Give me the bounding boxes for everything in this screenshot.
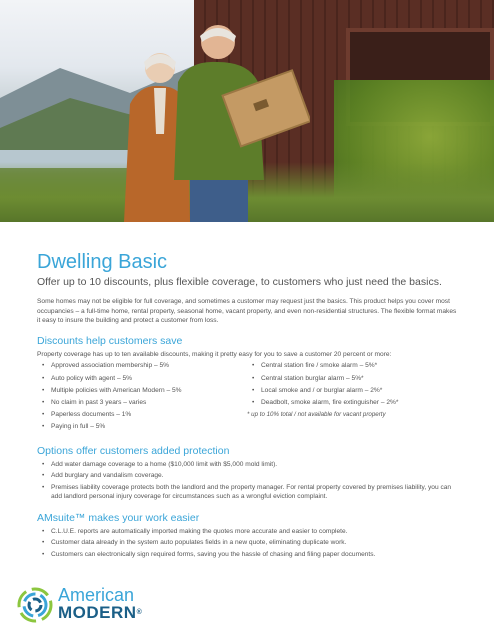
- american-modern-logo: [16, 586, 146, 624]
- main-content: [37, 250, 457, 562]
- page-subtitle: Offer up to 10 discounts, plus flexible coverage, to customers who just need the basics.: [37, 276, 442, 288]
- hero-photo: [0, 0, 494, 222]
- discounts-right-column: [247, 361, 457, 434]
- man-figure: [160, 20, 310, 222]
- list-item: • Premises liability coverage protects both the landlord and the property manager. For rental property covered by premises liability, you can add landlord personal injury coverage for circumstances such as a wrongful eviction complaint.: [37, 483, 457, 502]
- discounts-heading: Discounts help customers save: [37, 334, 183, 347]
- list-item: • Auto policy with agent – 5%: [37, 374, 247, 384]
- discounts-columns: [37, 361, 457, 434]
- page-title: Dwelling Basic: [37, 251, 168, 273]
- list-item: • Central station burglar alarm – 5%*: [247, 374, 457, 384]
- discounts-lead: Property coverage has up to ten available discounts, making it pretty easy for you to save a customer 20 percent or more:: [37, 350, 392, 358]
- list-item: • Multiple policies with American Modern – 5%: [37, 386, 247, 396]
- logo-line-1: American: [58, 585, 135, 605]
- options-heading: Options offer customers added protection: [37, 444, 230, 457]
- discounts-footnote: * up to 10% total / not available for vacant property: [247, 411, 386, 419]
- intro-paragraph: Some homes may not be eligible for full coverage, and sometimes a customer may request just the basics. This product helps you cover most occupancies – a full-time home, rental property, seasonal home, vacant property, and even non-residential structures. The flexible format makes it easy to insure the building and protect a customer from loss.: [37, 298, 457, 325]
- list-item: • C.L.U.E. reports are automatically imported making the quotes more accurate and easier to complete.: [37, 527, 457, 537]
- list-item: • Customer data already in the system auto populates fields in a new quote, eliminating duplicate work.: [37, 538, 457, 548]
- list-item: • No claim in past 3 years – varies: [37, 398, 247, 408]
- list-item: • Local smoke and / or burglar alarm – 2%*: [247, 386, 457, 396]
- options-section: [37, 445, 457, 502]
- list-item: • Add water damage coverage to a home ($10,000 limit with $5,000 mold limit).: [37, 460, 457, 470]
- discounts-left-column: [37, 361, 247, 434]
- amsuite-heading: AMsuite™ makes your work easier: [37, 511, 200, 524]
- list-item: • Customers can electronically sign required forms, saving you the hassle of chasing and filing paper documents.: [37, 550, 457, 560]
- list-item: • Paying in full – 5%: [37, 422, 247, 432]
- list-item: • Central station fire / smoke alarm – 5%*: [247, 361, 457, 371]
- logo-mark-icon: [16, 586, 54, 624]
- logo-line-2: [58, 604, 142, 622]
- registered-mark: ®: [136, 609, 143, 616]
- amsuite-section: [37, 512, 457, 560]
- logo-line-2-text: MODERN: [58, 603, 137, 622]
- list-item: • Deadbolt, smoke alarm, fire extinguisher – 2%*: [247, 398, 457, 408]
- list-item: • Add burglary and vandalism coverage.: [37, 471, 457, 481]
- list-item: • Approved association membership – 5%: [37, 361, 247, 371]
- list-item: • Paperless documents – 1%: [37, 410, 247, 420]
